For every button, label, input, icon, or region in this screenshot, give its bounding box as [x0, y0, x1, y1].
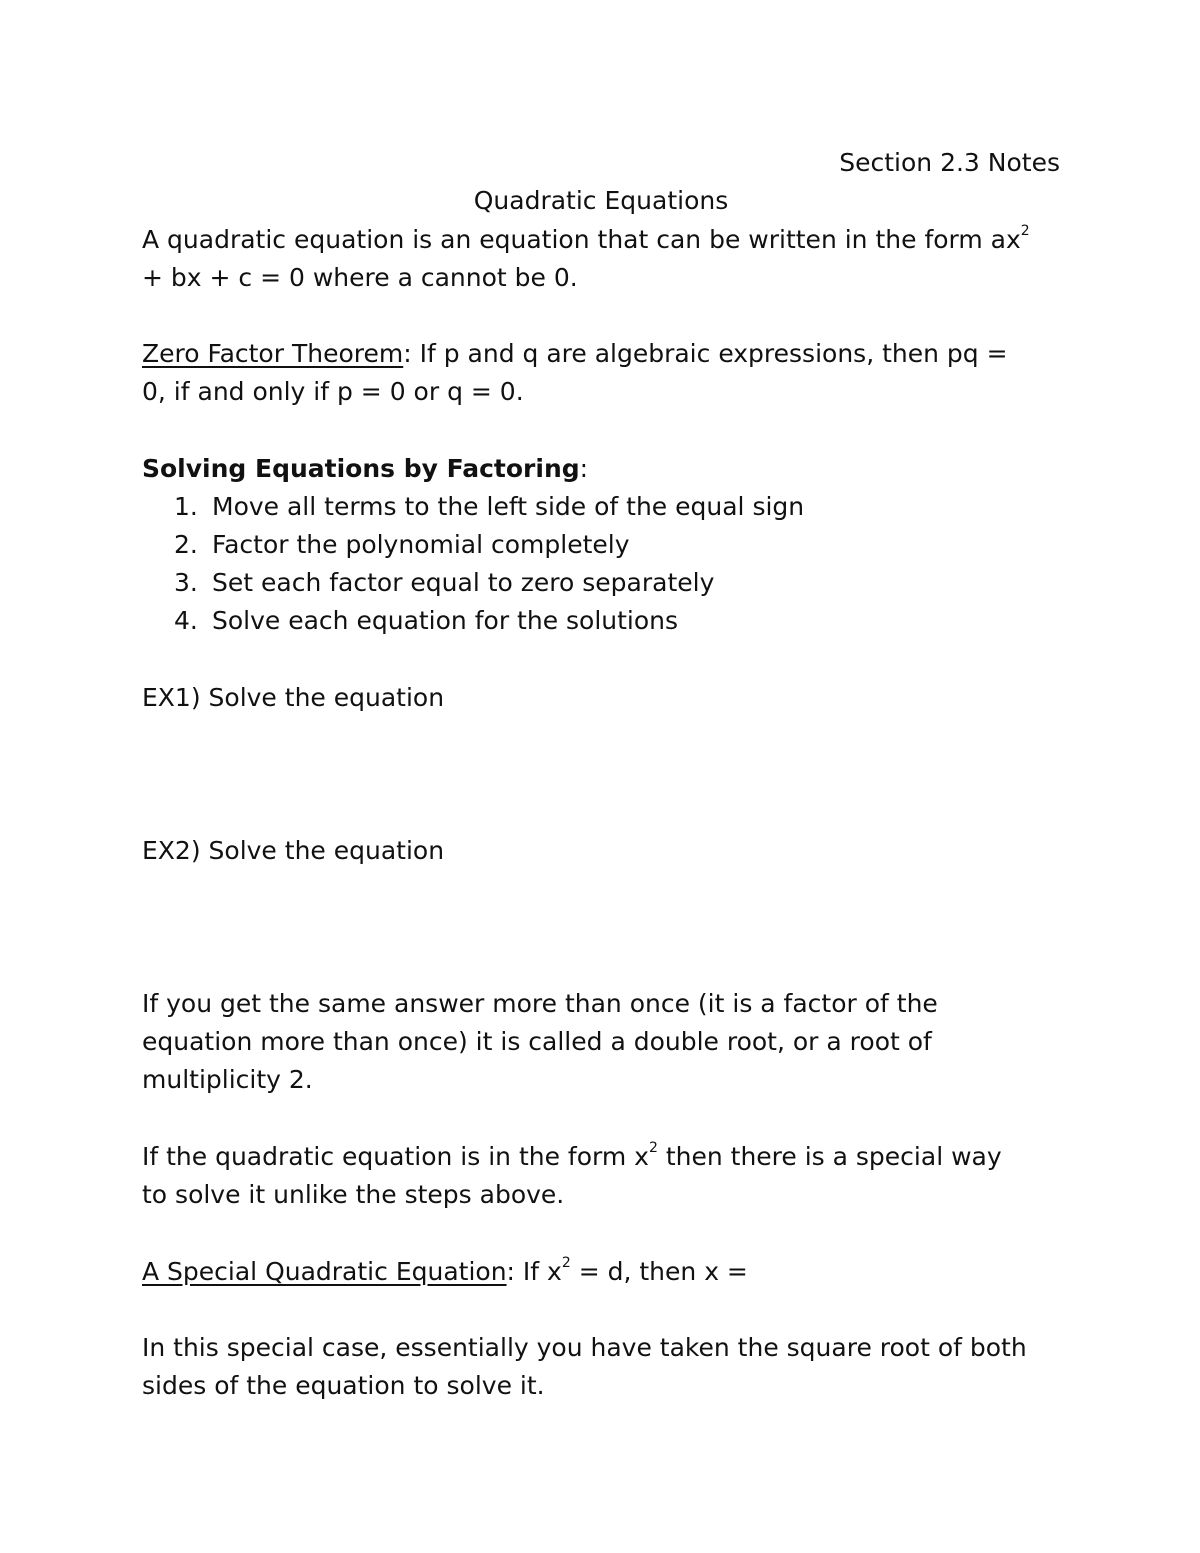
step-number: 3.	[174, 568, 198, 597]
step-number: 1.	[174, 492, 198, 521]
special-equation-rest-b: = d, then x =	[570, 1257, 748, 1286]
list-item	[142, 564, 1042, 602]
zero-factor-line-1: : If p and q are algebraic expressions, then pq =	[403, 339, 1008, 368]
list-item	[142, 488, 1042, 526]
closing-line-1: In this special case, essentially you have taken the square root of both	[142, 1333, 1027, 1362]
zero-factor-term: Zero Factor Theorem	[142, 339, 404, 368]
step-number: 2.	[174, 530, 198, 559]
zero-factor-line-2: 0, if and only if p = 0 or q = 0.	[142, 377, 524, 406]
factoring-steps-list	[142, 488, 1042, 640]
special-intro-exponent: 2	[648, 1139, 658, 1156]
double-root-line-2: equation more than once) it is called a double root, or a root of	[142, 1027, 932, 1056]
section-label: Section 2.3 Notes	[839, 148, 1060, 177]
step-text: Set each factor equal to zero separately	[212, 568, 715, 597]
special-equation-rest-a: : If x	[506, 1257, 562, 1286]
example-1: EX1) Solve the equation	[142, 683, 445, 712]
step-text: Factor the polynomial completely	[212, 530, 630, 559]
special-intro-line-1a: If the quadratic equation is in the form x	[142, 1142, 649, 1171]
step-number: 4.	[174, 606, 198, 635]
definition-paragraph	[142, 221, 1062, 297]
list-item	[142, 602, 1042, 640]
zero-factor-paragraph	[142, 335, 1062, 411]
special-equation-paragraph	[142, 1253, 1062, 1291]
special-equation-exponent: 2	[561, 1254, 571, 1271]
special-intro-paragraph	[142, 1138, 1062, 1214]
factoring-heading-text: Solving Equations by Factoring	[142, 454, 580, 483]
example-2: EX2) Solve the equation	[142, 836, 445, 865]
special-intro-line-2: to solve it unlike the steps above.	[142, 1180, 565, 1209]
list-item	[142, 526, 1042, 564]
double-root-line-1: If you get the same answer more than once (it is a factor of the	[142, 989, 938, 1018]
factoring-heading-colon: :	[579, 454, 589, 483]
special-intro-line-1b: then there is a special way	[657, 1142, 1002, 1171]
definition-line-1: A quadratic equation is an equation that can be written in the form ax	[142, 225, 1021, 254]
closing-paragraph	[142, 1329, 1062, 1405]
closing-line-2: sides of the equation to solve it.	[142, 1371, 545, 1400]
step-text: Solve each equation for the solutions	[212, 606, 679, 635]
double-root-paragraph	[142, 985, 1062, 1099]
factoring-heading	[142, 450, 1062, 488]
special-equation-term: A Special Quadratic Equation	[142, 1257, 507, 1286]
double-root-line-3: multiplicity 2.	[142, 1065, 313, 1094]
step-text: Move all terms to the left side of the equal sign	[212, 492, 805, 521]
definition-line-2: + bx + c = 0 where a cannot be 0.	[142, 263, 578, 292]
definition-exponent: 2	[1020, 222, 1030, 239]
page-title: Quadratic Equations	[473, 186, 729, 215]
